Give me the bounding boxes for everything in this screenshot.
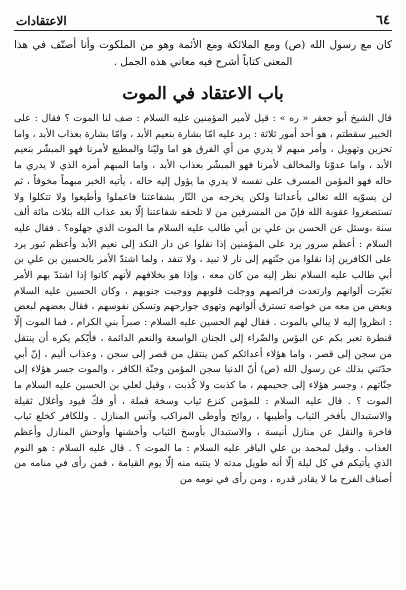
page-number: ٦٤ <box>376 13 390 28</box>
running-title: الاعتقادات <box>16 14 67 28</box>
intro-paragraph: كان مع رسول الله (ص) ومع الملائكة ومع الأئمة وهو من الملكوت وأنا أصنّف في هذا المعنى كتاباً أشرح فيه معاني هذه الجمل . <box>14 39 392 68</box>
body-paragraph: قال الشيخ أبو جعفر « ره » : قيل لأمير المؤمنين عليه السلام : صف لنا الموت ؟ فقال : على الخبير سقطتم ، هو أحد أمور ثلاثة : يرد عليه امّا بشارة بنعيم الأبد ، وامّا بشارة بعذاب الأبد ، واما تحزين وتهويل ، وأمر مبهم لا يدري من أي الفرق هو اما وليّنا والمطيع لأمرنا فهو المبشّر بنعيم الأبد ، واما عدوّنا والمخالف لأمرنا فهو المبشّر بعذاب الأبد ، واما المبهم أمره الذي لا يدري ما حاله فهو المؤمن المسرف على نفسه لا يدري ما يؤول إليه حاله ، يأتيه الخبر مبهماً مخوفاً ، ثم لن يسوّيه الله تعالى بأعدائنا ولكن يخرجه من النّار بشفاعتنا فاعملوا وأطيعوا ولا تتكلوا ولا تستصغروا عقوبة الله فإنّ من المسرفين من لا تلحقه شفاعتنا إلّا بعد عذاب الله بثلاث مائة ألف سنة ،وسئل عن الحسن بن علي بن أبي طالب عليه السلام ما الموت الذي جهلوه؟ . فقال عليه السلام : أعظم سرور يرد على المؤمنين إذا نقلوا عن دار النكد إلى نعيم الأبد وأعظم ثبور يرد على الكافرين إذا نقلوا من جنّتهم إلى نار لا تبيد ، ولا تنفد ، ولما اشتدّ الأمر بالحسين بن علي بن أبي طالب عليه السلام نظر إليه من كان معه ، وإذا هو بخلافهم لأنهم كانوا إذا اشتدّ بهم الأمر تغيّرت ألوانهم وارتعدت فرائصهم ووجلت قلوبهم ووجبت جنوبهم ، وكان الحسين عليه السلام وبعض من معه من خواصه تسترق ألوانهم وتهوى جوارحهم وتسكن نفوسهم ، فقال بعضهم لبعض : انظروا إليه لا يبالي بالموت . فقال لهم الحسين عليه السلام : صبراً بني الكرام ، فما الموت إلّا قنطرة تعبر بكم عن البؤس والضّراء إلى الجنان الواسعة والنعم الدائمة ، فأيّكم يكره أن ينتقل من سجن إلى قصر ، واما هؤلاء أعدائكم كمن ينتقل من قصر إلى سجن ، وعذاب أليم ، إنّ أبي حدّثني بذلك عن رسول الله (ص) أنّ الدنيا سجن المؤمن وجنّة الكافر ، والموت جسر هؤلاء إلى جنّاتهم ، وجسر هؤلاء إلى جحيمهم ، ما كذبت ولا كُذبت ، وقيل لعلي بن الحسين عليه السلام ما الموت ؟ . قال عليه السلام : للمؤمن كنزع ثياب وسخة قملة ، أو فكّ قيود وأغلال ثقيلة والاستبدال بأفخر الثياب وأطيبها ، روائح وأوطى المراكب وآنس المنازل . وللكافر كخلع ثياب فاخرة والنقل عن منازل أنيسة ، والاستبدال بأوسخ الثياب وأخشنها وأوحش المنازل وأعظم العذاب . وقيل لمحمد بن علي الباقر عليه السلام : ما الموت ؟ . قال عليه السلام : هو النوم الذي يأتيكم في كل ليلة إلّا أنه طويل مدته لا ينتبه منه إلّا يوم القيامة ، فمن رأى في منامه من أصناف الفرح ما لا يقادر قدره ، ومن رأى في نومه من <box>14 113 392 486</box>
page-header <box>14 10 392 31</box>
chapter-title: باب الاعتقاد في الموت <box>122 84 284 104</box>
body-text <box>14 111 392 488</box>
